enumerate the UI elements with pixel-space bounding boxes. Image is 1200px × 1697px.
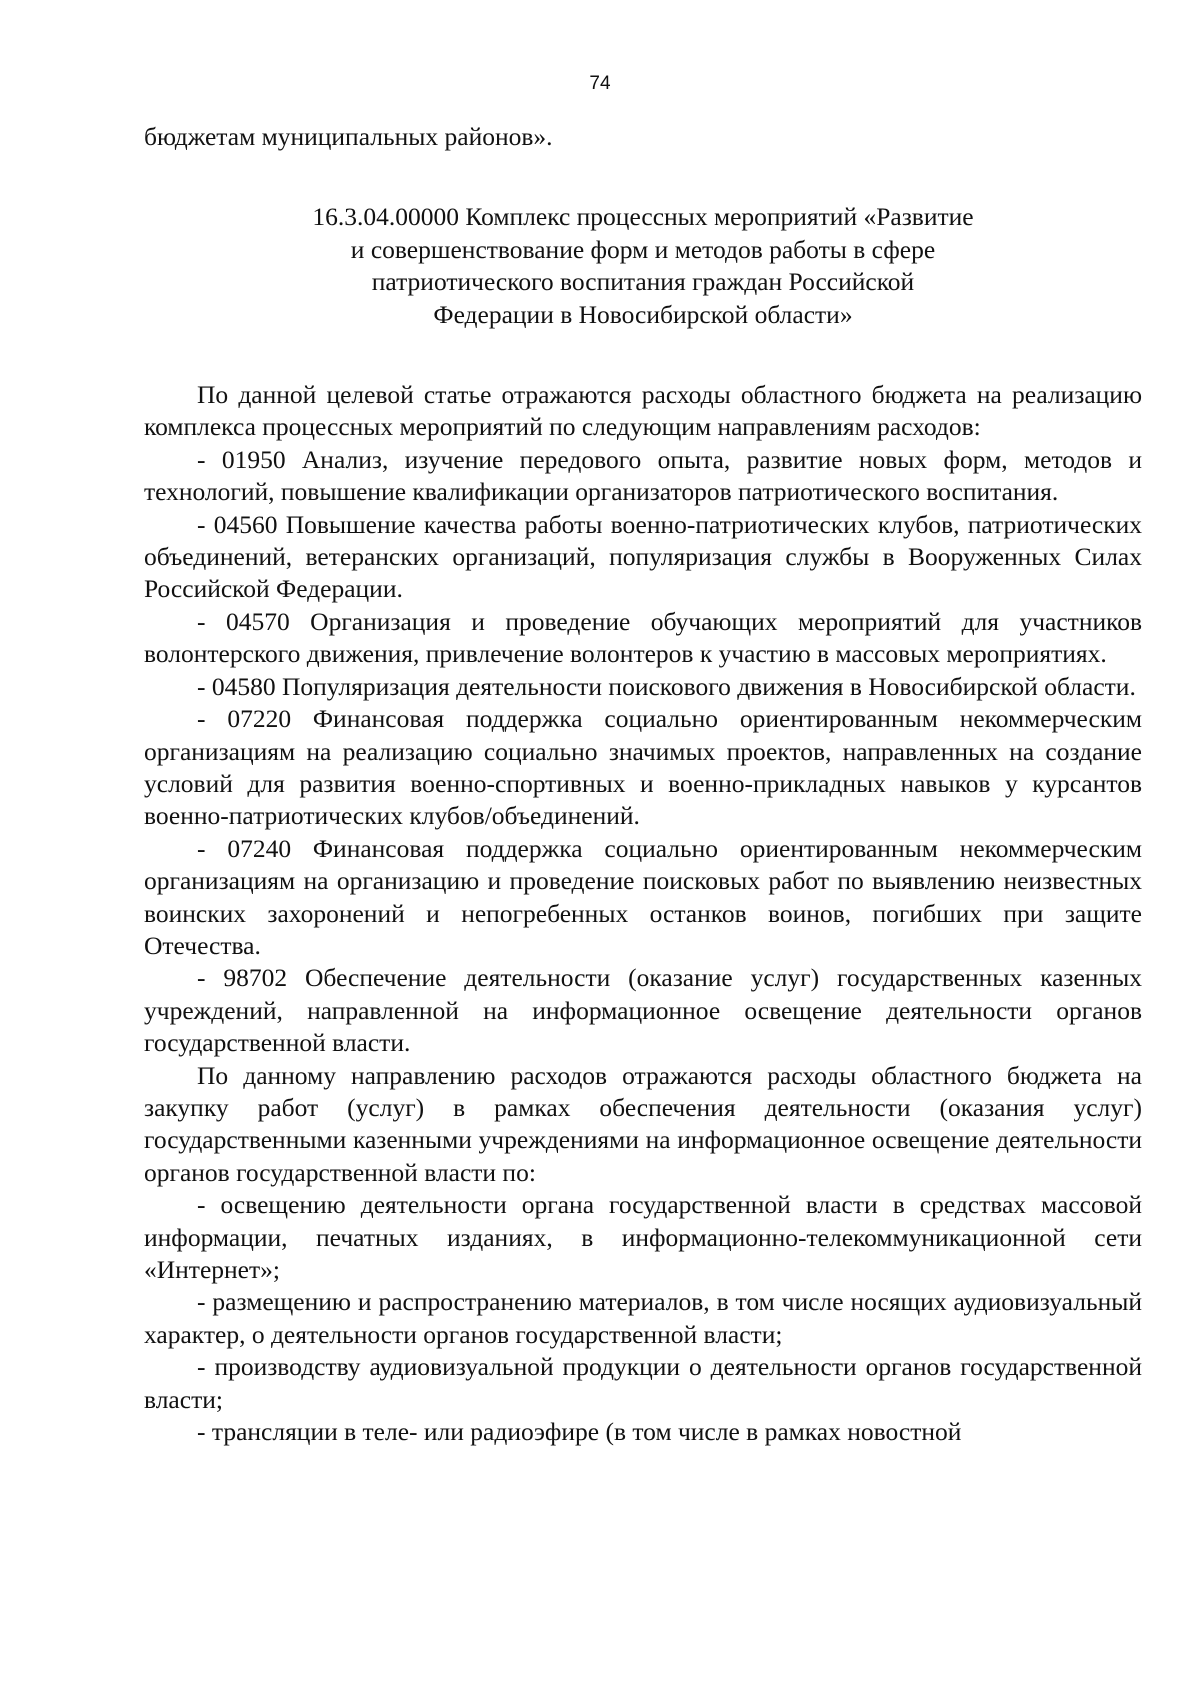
heading-line: 16.3.04.00000 Комплекс процессных мероприятий «Развитие [312, 202, 974, 232]
expense-item-04570: - 04570 Организация и проведение обучающих мероприятий для участников волонтерского движения, привлечение волонтеров к участию в массовых мероприятиях. [144, 606, 1142, 669]
list-item: - трансляции в теле- или радиоэфире (в том числе в рамках новостной [197, 1417, 962, 1447]
page-number: 74 [589, 73, 611, 94]
direction-description-paragraph: По данному направлению расходов отражаются расходы областного бюджета на закупку работ (услуг) в рамках обеспечения деятельности (оказания услуг) государственными казенными учреждениями на информационное освещение деятельности органов государственной власти по: [144, 1060, 1142, 1187]
heading-line: патриотического воспитания граждан Российской [371, 267, 915, 297]
list-item: - производству аудиовизуальной продукции о деятельности органов государственной власти; [144, 1352, 1142, 1414]
intro-paragraph: По данной целевой статье отражаются расходы областного бюджета на реализацию комплекса процессных мероприятий по следующим направлениям расходов: [144, 380, 1142, 442]
list-item: - освещению деятельности органа государственной власти в средствах массовой информации, печатных изданиях, в информационно-телекоммуникационной сети «Интернет»; [144, 1190, 1142, 1284]
heading-line: Федерации в Новосибирской области» [433, 299, 853, 329]
heading-line: и совершенствование форм и методов работы в сфере [350, 234, 936, 264]
expense-item-01950: - 01950 Анализ, изучение передового опыта, развитие новых форм, методов и технологий, повышение квалификации организаторов патриотического воспитания. [144, 444, 1142, 507]
expense-item-98702: - 98702 Обеспечение деятельности (оказание услуг) государственных казенных учреждений, направленной на информационное освещение деятельности органов государственной власти. [144, 963, 1142, 1058]
expense-item-04560: - 04560 Повышение качества работы военно-патриотических клубов, патриотических объединений, ветеранских организаций, популяризация службы в Вооруженных Силах Российской Федерации. [144, 509, 1142, 604]
continuation-line: бюджетам муниципальных районов». [144, 122, 553, 151]
section-heading [144, 201, 1142, 331]
document-body [144, 121, 1142, 1448]
expense-item-04580: - 04580 Популяризация деятельности поискового движения в Новосибирской области. [197, 671, 1136, 701]
expense-item-07240: - 07240 Финансовая поддержка социально ориентированным некоммерческим организациям на организацию и проведение поисковых работ по выявлению неизвестных воинских захоронений и непогребенных останков воинов, погибших при защите Отечества. [144, 833, 1142, 960]
list-item: - размещению и распространению материалов, в том числе носящих аудиовизуальный характер, о деятельности органов государственной власти; [144, 1287, 1142, 1349]
expense-item-07220: - 07220 Финансовая поддержка социально ориентированным некоммерческим организациям на реализацию социально значимых проектов, направленных на создание условий для развития военно-спортивных и военно-прикладных навыков у курсантов военно-патриотических клубов/объединений. [144, 704, 1142, 831]
